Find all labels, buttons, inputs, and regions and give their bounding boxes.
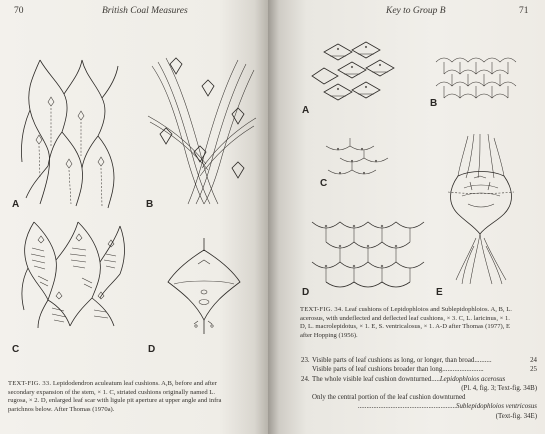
running-head-right: Key to Group B [386, 6, 446, 16]
panel-label-33b: B [146, 199, 154, 210]
key-leader: ..... [431, 375, 440, 383]
caption-line: after Hopping (1956). [300, 331, 358, 339]
key-text: Visible parts of leaf cushions as long, or longer, than broad [312, 357, 475, 364]
figure-34-caption [300, 306, 540, 340]
key-entry-24a [301, 375, 537, 384]
key-taxon: Sublepidophloios ventricosus [456, 403, 537, 411]
panel-label-34e: E [436, 287, 443, 298]
key-number: 24. [301, 375, 310, 383]
figure-33-caption [8, 380, 262, 414]
caption-line [8, 380, 262, 389]
panel-label-34c: C [320, 178, 328, 189]
figure-33c-drawing [20, 218, 128, 330]
panel-label-33d: D [148, 344, 156, 355]
key-leader: ......................................................... [357, 403, 457, 411]
key-entry-24a-ref [301, 384, 537, 393]
key-number: 23. [301, 357, 310, 364]
caption-line: rugosa, × 2. D, enlarged leaf scar with ligule pit aperture at upper angle and infra [8, 397, 222, 405]
figure-34a-drawing [316, 40, 396, 106]
figure-33d-drawing [154, 238, 254, 334]
identification-key [301, 356, 537, 421]
right-page [268, 0, 545, 434]
caption-line [300, 306, 540, 315]
key-entry-24b-ref [301, 412, 537, 421]
key-reference: 24 [530, 357, 537, 364]
figure-34d-drawing [312, 210, 422, 288]
left-page [0, 0, 268, 434]
figure-33b-drawing [146, 56, 258, 206]
panel-label-33a: A [12, 199, 20, 210]
caption-text: Lepidodendron aculeatum leaf cushions. A,B, before and after [52, 380, 217, 387]
key-text: Only the central portion of the leaf cushion downturned [312, 394, 466, 402]
figure-34c-drawing [326, 138, 390, 182]
panel-label-34a: A [302, 105, 310, 116]
key-text: The whole visible leaf cushion downturned [312, 375, 432, 383]
caption-line: D, L. macrolepidotus, × 1. E, S. ventricalosus, × 1. A-D after Thomas (1977), E [300, 323, 511, 331]
key-taxon: Lepidophloios acerosus [439, 375, 506, 383]
caption-line: secondary expansion of the stem, × 1. C, striated cushions originally named L. [8, 388, 215, 396]
key-entry-24b-taxon [301, 402, 537, 411]
caption-line: acerosus, with undeflected and deflected leaf cushions, × 3. C, L. laricinus, × 1. [300, 314, 510, 322]
key-text: (Pl. 4, fig. 3; Text-fig. 34B) [461, 384, 537, 392]
page-number-left: 70 [14, 6, 24, 16]
figure-34e-drawing [444, 134, 518, 286]
key-reference: 25 [530, 366, 537, 374]
key-entry-23a [301, 356, 537, 365]
caption-label-33: TEXT-FIG. 33. [8, 380, 52, 387]
key-text: Visible parts of leaf cushions broader than long [312, 366, 443, 374]
page-number-right: 71 [519, 6, 529, 16]
caption-text: Leaf cushions of Lepidophloios and Sublepidophloios. A, B, L. [344, 306, 512, 313]
key-leader: ........................ [442, 366, 484, 374]
key-entry-23b [301, 365, 537, 374]
key-text: (Text-fig. 34E) [495, 412, 537, 420]
panel-label-34b: B [430, 98, 438, 109]
caption-line: parichnos below. After Thomas (1970a). [8, 405, 115, 413]
running-head-left: British Coal Measures [102, 6, 188, 16]
figure-34b-drawing [436, 52, 516, 102]
panel-label-33c: C [12, 344, 20, 355]
panel-label-34d: D [302, 287, 310, 298]
key-entry-24b [301, 393, 537, 402]
key-leader: .......... [474, 357, 492, 364]
figure-33a-drawing [18, 58, 122, 208]
caption-label-34: TEXT-FIG. 34. [300, 306, 344, 313]
